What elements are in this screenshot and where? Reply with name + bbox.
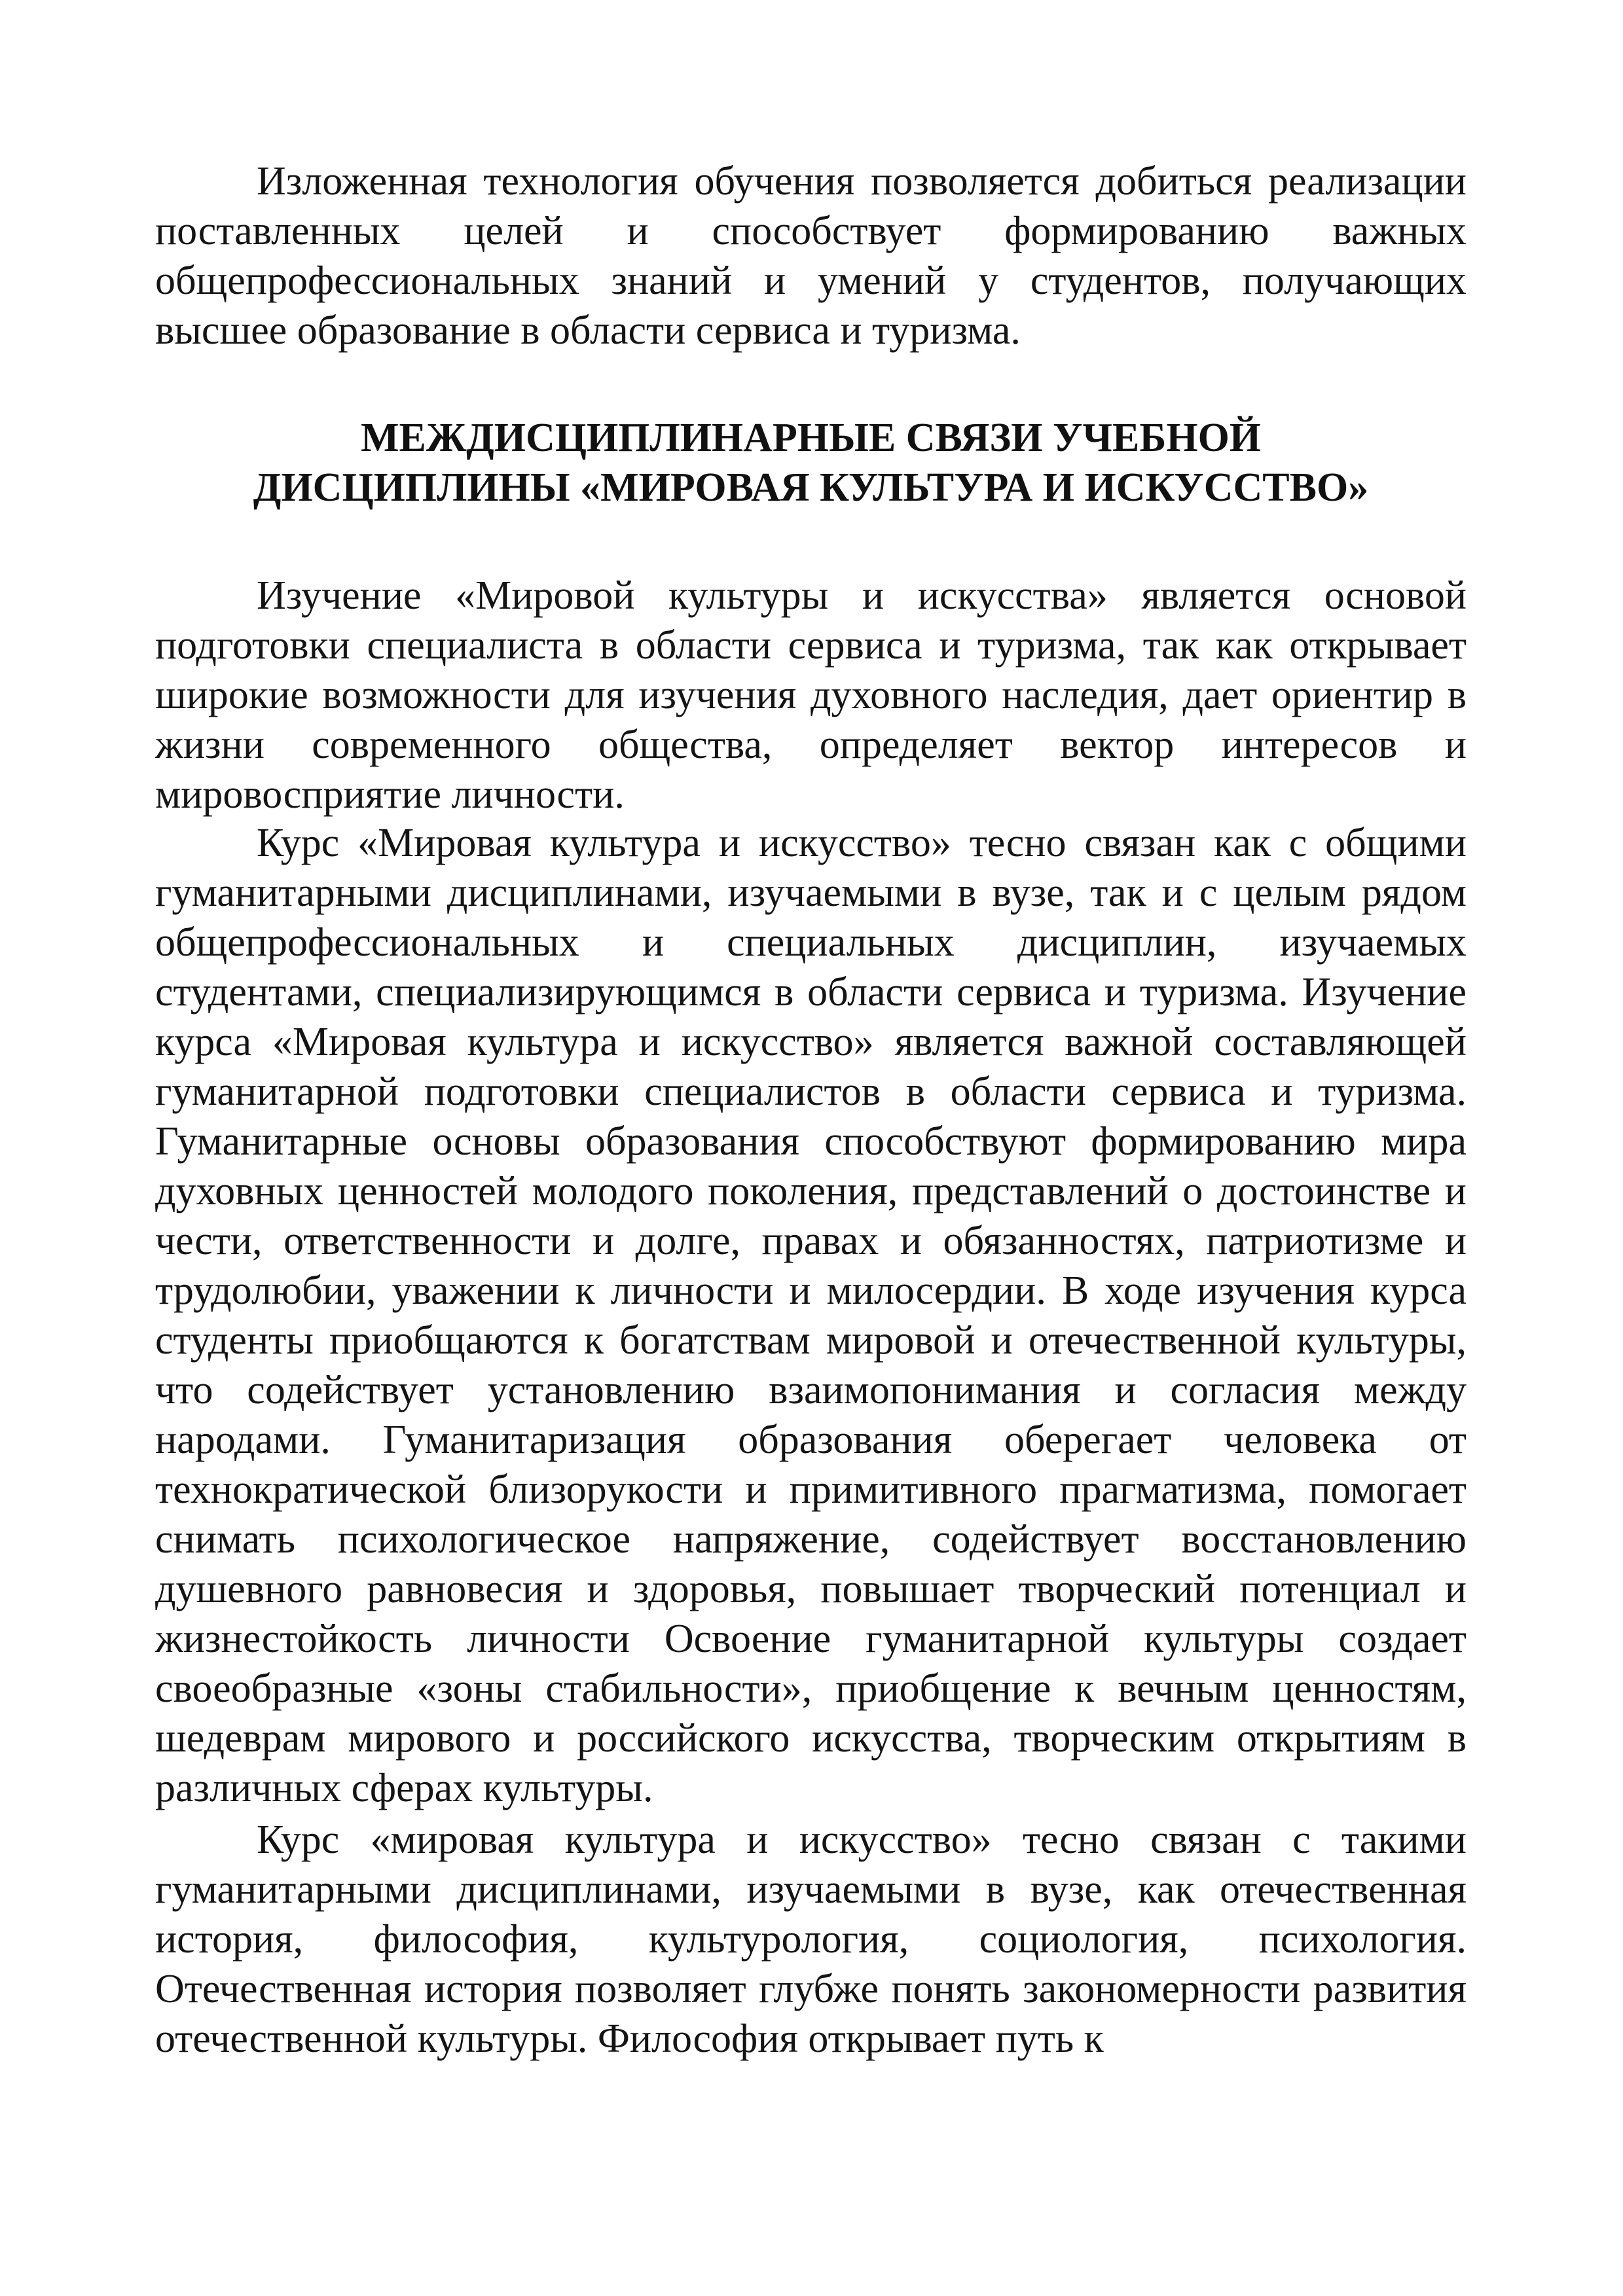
section-heading-line-1: МЕЖДИСЦИПЛИНАРНЫЕ СВЯЗИ УЧЕБНОЙ bbox=[360, 416, 1262, 460]
section-heading-line-2: ДИСЦИПЛИНЫ «МИРОВАЯ КУЛЬТУРА И ИСКУССТВО» bbox=[253, 465, 1369, 510]
paragraph-study-basis: Изучение «Мировой культуры и искусства» является основой подготовки специалиста в области сервиса и туризма, так как открывает широкие возможности для изучения духовного наследия, дает ориентир в жизни современного общества, определяет вектор интересов и мировосприятие личности. bbox=[155, 573, 1467, 817]
paragraph-intro-conclusion: Изложенная технология обучения позволяется добиться реализации поставленных целей и способствует формированию важных общепрофессиональных знаний и умений у студентов, получающих высшее образование в области сервиса и туризма. bbox=[155, 159, 1467, 353]
paragraph-humanities-disciplines: Курс «мировая культура и искусство» тесно связан с такими гуманитарными дисциплинами, изучаемыми в вузе, как отечественная история, философия, культурология, социология, психология. Отечественная история позволяет глубже понять закономерности развития отечественной культуры. Философия открывает путь к bbox=[155, 1818, 1467, 2061]
section-heading bbox=[155, 413, 1467, 512]
paragraph-course-connections: Курс «Мировая культура и искусство» тесно связан как с общими гуманитарными дисциплинами, изучаемыми в вузе, так и с целым рядом общепрофессиональных и специальных дисциплин, изучаемых студентами, специализирующимся в области сервиса и туризма. Изучение курса «Мировая культура и искусство» является важной составляющей гуманитарной подготовки специалистов в области сервиса и туризма. Гуманитарные основы образования способствуют формированию мира духовных ценностей молодого поколения, представлений о достоинстве и чести, ответственности и долге, правах и обязанностях, патриотизме и трудолюбии, уважении к личности и милосердии. В ходе изучения курса студенты приобщаются к богатствам мировой и отечественной культуры, что содействует установлению взаимопонимания и согласия между народами. Гуманитаризация образования оберегает человека от технократической близорукости и примитивного прагматизма, помогает снимать психологическое напряжение, содействует восстановлению душевного равновесия и здоровья, повышает творческий потенциал и жизнестойкость личности Освоение гуманитарной культуры создает своеобразные «зоны стабильности», приобщение к вечным ценностям, шедеврам мирового и российского искусства, творческим открытиям в различных сферах культуры. bbox=[155, 821, 1467, 1810]
